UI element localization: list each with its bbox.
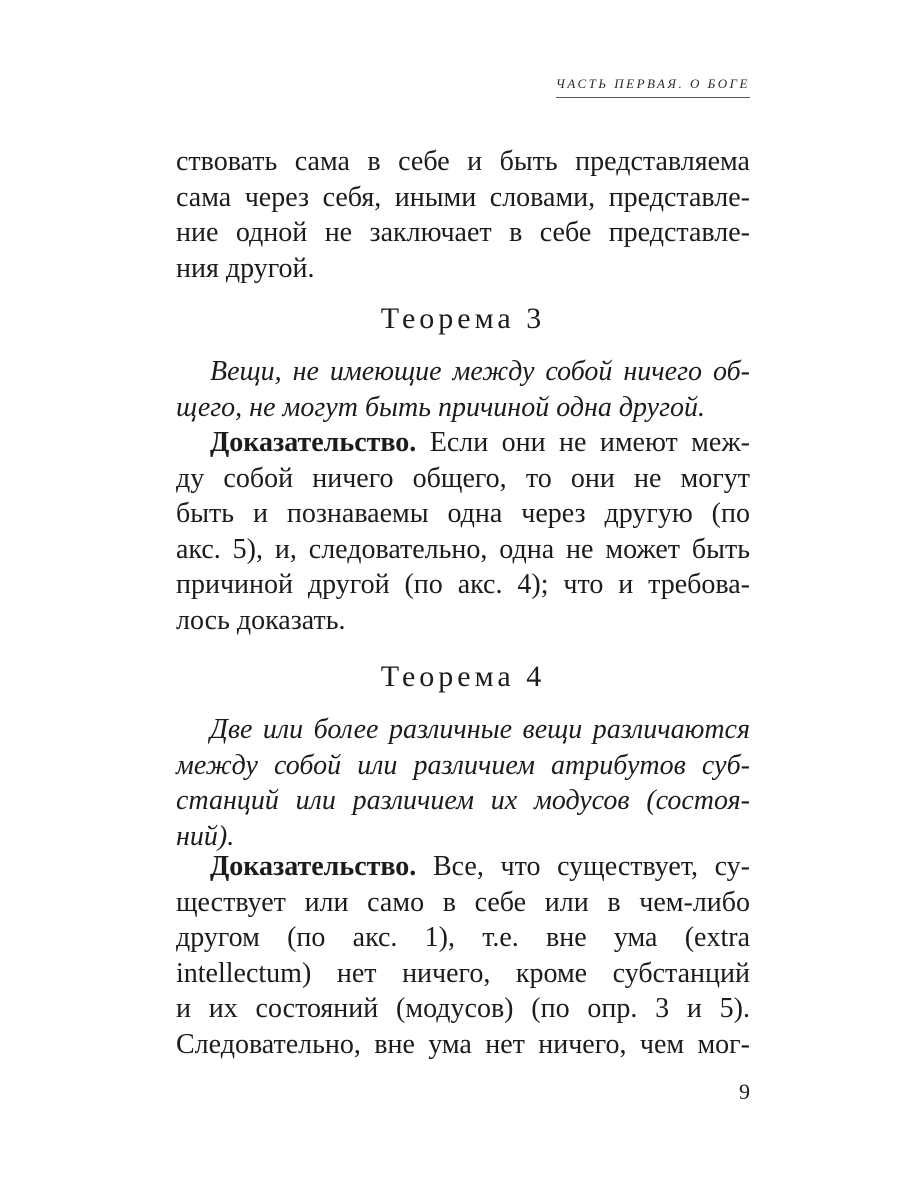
theorem-3-statement bbox=[176, 354, 750, 425]
text-line: ний). bbox=[176, 820, 235, 852]
proof-label: Доказательство. bbox=[210, 851, 417, 882]
theorem-4-proof bbox=[176, 849, 750, 1062]
text-line: и их состояний (модусов) (по опр. 3 и 5). bbox=[176, 993, 750, 1024]
text-line: ствовать сама в себе и быть представляема bbox=[176, 146, 750, 177]
text-line: ществует или само в себе или в чем-либо bbox=[176, 886, 750, 918]
proof-text: Все, что существует, су- bbox=[416, 851, 750, 882]
text-line: станций или различием их модусов (состоя- bbox=[176, 785, 750, 816]
text-line: ду собой ничего общего, то они не могут bbox=[176, 462, 750, 494]
text-line: ния другой. bbox=[176, 252, 315, 284]
text-line: другом (по акс. 1), т.е. вне ума (extra bbox=[176, 922, 750, 953]
text-line: сама через себя, иными словами, представле- bbox=[176, 181, 750, 213]
text-line: intellectum) нет ничего, кроме субстанций bbox=[176, 957, 750, 989]
proof-first-line bbox=[176, 425, 750, 461]
theorem-4-heading: Теорема 4 bbox=[380, 660, 546, 693]
intro-paragraph bbox=[176, 144, 750, 286]
page-number: 9 bbox=[739, 1079, 750, 1104]
text-line: причиной другой (по акс. 4); что и требова- bbox=[176, 569, 750, 600]
running-head: ЧАСТЬ ПЕРВАЯ. О БОГЕ bbox=[556, 76, 750, 98]
proof-text: Если они не имеют меж- bbox=[416, 427, 750, 458]
text-line: быть и познаваемы одна через другую (по bbox=[176, 498, 750, 529]
text-line: лось доказать. bbox=[176, 604, 346, 636]
theorem-4-statement bbox=[176, 712, 750, 854]
text-line: Следовательно, вне ума нет ничего, чем мог- bbox=[176, 1028, 750, 1060]
theorem-3-proof bbox=[176, 425, 750, 638]
text-line: щего, не могут быть причиной одна другой. bbox=[176, 391, 706, 423]
text-line: Вещи, не имеющие между собой ничего об- bbox=[210, 356, 750, 387]
text-line: между собой или различием атрибутов суб- bbox=[176, 749, 750, 781]
text-line: Две или более различные вещи различаются bbox=[210, 714, 750, 745]
proof-first-line bbox=[176, 849, 750, 885]
theorem-3-heading: Теорема 3 bbox=[380, 302, 546, 335]
proof-label: Доказательство. bbox=[210, 427, 417, 458]
text-line: акс. 5), и, следовательно, одна не может быть bbox=[176, 533, 750, 565]
text-line: ние одной не заключает в себе представле- bbox=[176, 217, 750, 248]
